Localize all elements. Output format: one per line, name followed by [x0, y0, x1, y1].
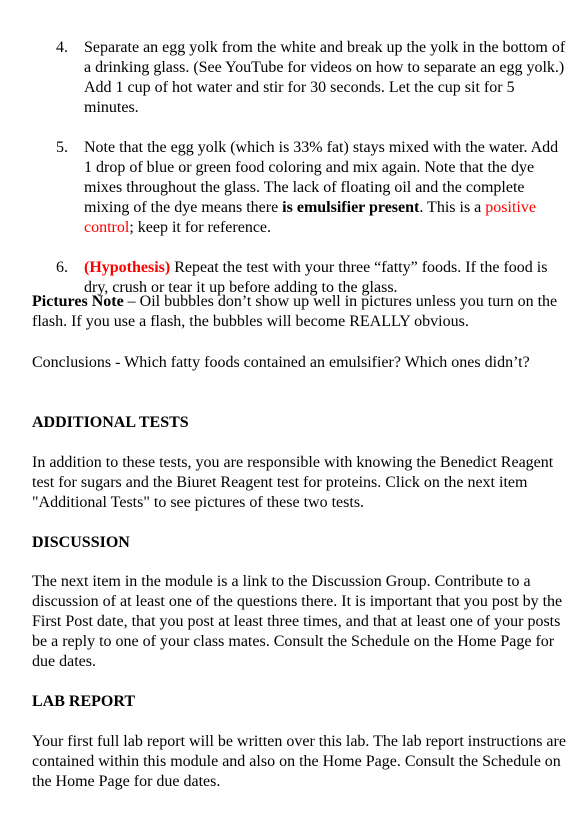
step-text: . This is a: [419, 199, 486, 216]
procedure-steps: [0, 38, 584, 318]
step-text: Separate an egg yolk from the white and break up the yolk in the bottom of a drinking glass. (See YouTube for videos on how to separate an egg yolk.) Add 1 cup of hot water and stir for 30 seconds. Let the cup sit for 5 minutes.: [84, 39, 566, 116]
step-5: [56, 138, 570, 238]
discussion-heading: DISCUSSION: [32, 534, 130, 551]
hypothesis-label: (Hypothesis): [84, 259, 171, 276]
pictures-note: [32, 292, 568, 332]
pictures-note-text: – Oil bubbles don’t show up well in pictures unless you turn on the flash. If you use a flash, the bubbles will become REALLY obvious.: [32, 293, 558, 330]
lab-report-heading: LAB REPORT: [32, 693, 136, 710]
emulsifier-present-text: is emulsifier present: [282, 199, 420, 216]
step-text: ; keep it for reference.: [129, 219, 272, 236]
step-number: 5.: [56, 139, 68, 156]
pictures-note-label: Pictures Note: [32, 293, 124, 310]
conclusions-paragraph: Conclusions - Which fatty foods contained an emulsifier? Which ones didn’t?: [32, 354, 530, 371]
step-text: Note that the egg yolk (which is 33% fat) stays mixed with the water. Add 1 drop of blue or green food coloring and mix again. Note that the dye mixes throughout the glass. The lack of floating oil and the complete mixing of the dye means there: [84, 139, 559, 216]
discussion-paragraph: The next item in the module is a link to the Discussion Group. Contribute to a discussion of at least one of the questions there. It is important that you post by the First Post date, that you post at least three times, and that at least one of your posts be a reply to one of your class mates. Consult the Schedule on the Home Page for due dates.: [32, 573, 563, 670]
positive-control-text: positive control: [84, 199, 536, 236]
step-number: 4.: [56, 39, 68, 56]
lab-report-paragraph: Your first full lab report will be written over this lab. The lab report instructions are contained within this module and also on the Home Page. Consult the Schedule on the Home Page for due dates.: [32, 733, 566, 790]
step-4: [56, 38, 570, 118]
additional-tests-paragraph: In addition to these tests, you are responsible with knowing the Benedict Reagent test for sugars and the Biuret Reagent test for proteins. Click on the next item "Additional Tests" to see pictures of these two tests.: [32, 454, 554, 511]
step-text: Repeat the test with your three “fatty” foods. If the food is dry, crush or tear it up before adding to the glass.: [84, 259, 548, 296]
additional-tests-heading: ADDITIONAL TESTS: [32, 414, 189, 431]
step-number: 6.: [56, 259, 68, 276]
